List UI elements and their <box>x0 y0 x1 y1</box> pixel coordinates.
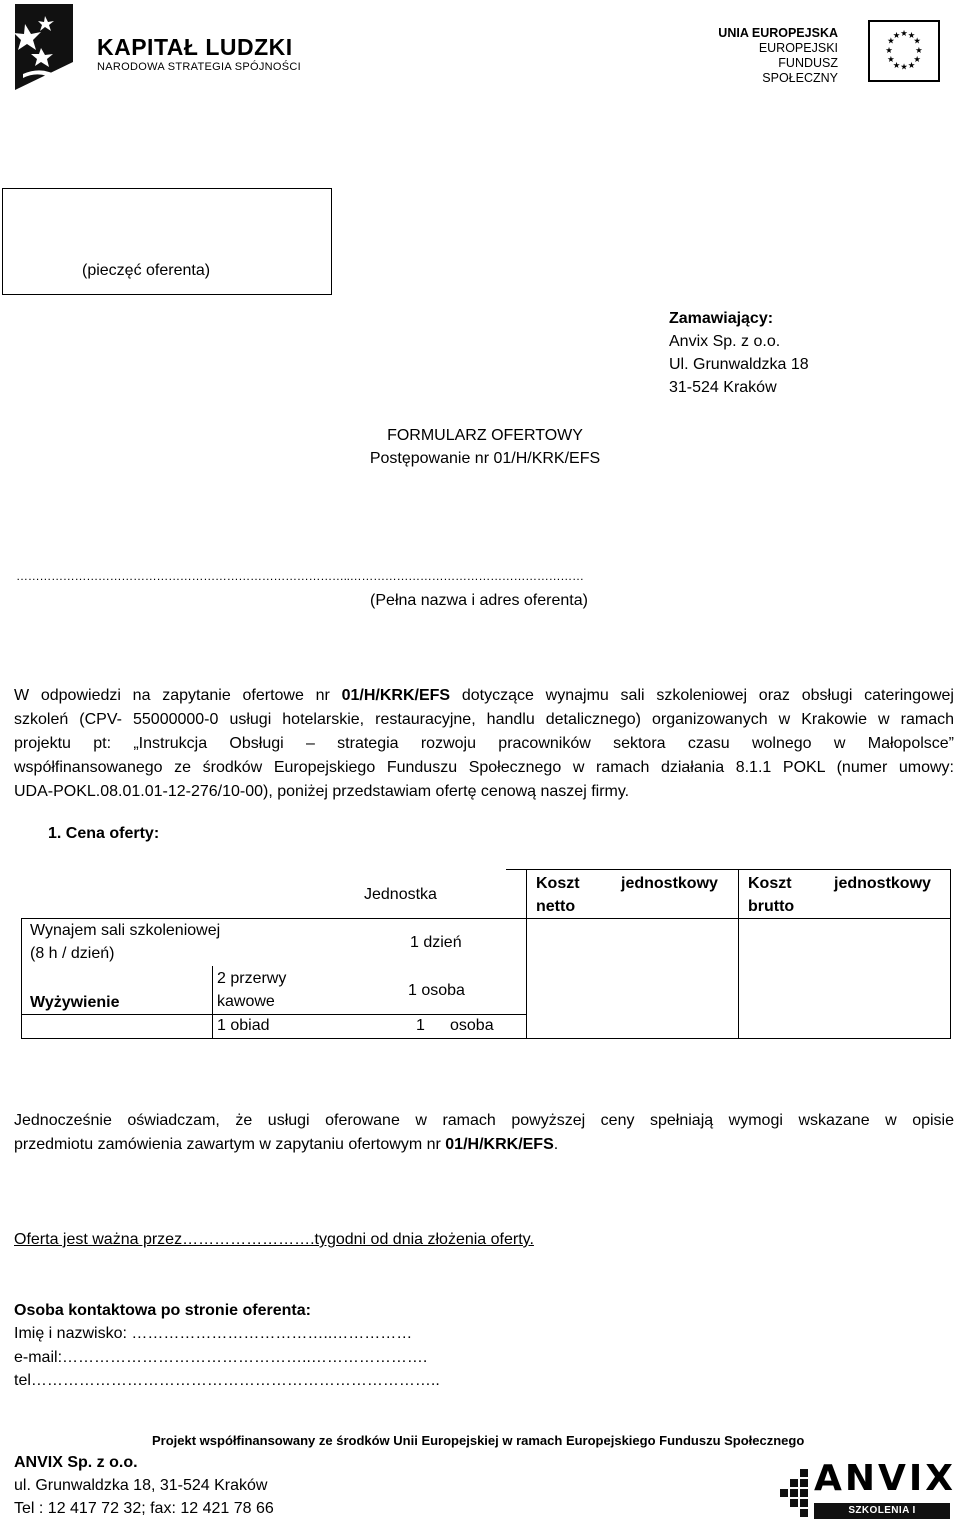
eu-logo-line1: UNIA EUROPEJSKA <box>718 26 838 40</box>
declaration-line-1: Jednocześnie oświadczam, że usługi oferowane w ramach powyższej ceny spełniają wymogi wskazane w opisie <box>14 1112 954 1129</box>
intro-line-3: projektu pt: „Instrukcja Obsługi – strategia rozwoju pracowników sektora czasu wolnego w Małopolsce” <box>14 735 954 752</box>
footer-company: ANVIX Sp. z o.o. <box>14 1454 138 1471</box>
stamp-label: (pieczęć oferenta) <box>82 262 211 279</box>
buyer-name: Anvix Sp. z o.o. <box>669 333 781 350</box>
col-header-net-2: jednostkowy <box>621 875 718 892</box>
intro-line-1-a: W odpowiedzi na zapytanie ofertowe nr <box>14 687 342 704</box>
declaration-line-2-c: . <box>553 1136 559 1153</box>
col-header-gross-3: brutto <box>748 898 795 915</box>
row3-unit-b: osoba <box>450 1017 494 1034</box>
form-title: FORMULARZ OFERTOWY <box>387 427 583 444</box>
row2-net-cell[interactable] <box>527 966 737 1037</box>
eu-flag-icon <box>868 20 940 82</box>
svg-text:★: ★ <box>913 54 921 65</box>
offer-validity-field[interactable]: Oferta jest ważna przez…………………….tygodni od dnia złożenia oferty. <box>14 1231 534 1248</box>
contact-name-field[interactable]: Imię i nazwisko: ………………………………..…………… <box>14 1325 413 1342</box>
anvix-logo <box>780 1455 957 1532</box>
intro-line-1-c: dotyczące wynajmu sali szkoleniowej oraz obsługi cateringowej <box>450 687 954 704</box>
svg-text:★: ★ <box>900 61 908 72</box>
anvix-wordmark: ANVIX <box>814 1458 957 1499</box>
footer-phones: Tel : 12 417 72 32; fax: 12 421 78 66 <box>14 1500 274 1517</box>
intro-line-2: szkoleń (CPV- 55000000-0 usługi hotelarskie, restauracyjne, handlu detalicznego) organizowanych w Krakowie w ramach <box>14 711 954 728</box>
svg-text:★: ★ <box>907 59 916 70</box>
svg-text:★: ★ <box>907 29 916 40</box>
row1-unit: 1 dzień <box>410 934 462 951</box>
price-table <box>21 869 951 1038</box>
declaration-paragraph <box>14 1109 954 1157</box>
row3-item: 1 obiad <box>217 1017 270 1034</box>
kapital-ludzki-subtitle: NARODOWA STRATEGIA SPÓJNOŚCI <box>97 61 301 73</box>
intro-line-1 <box>14 684 954 708</box>
col-header-net-1: Koszt <box>536 875 580 892</box>
svg-text:★: ★ <box>892 59 901 70</box>
row1-label-1: Wynajem sali szkoleniowej <box>30 922 221 939</box>
svg-text:★: ★ <box>915 44 923 55</box>
kapital-ludzki-logo <box>15 4 305 90</box>
intro-line-5: UDA-POKL.08.01.01-12-276/10-00), poniżej przedstawiam ofertę cenową naszej firmy. <box>14 783 630 800</box>
row3-unit-a: 1 <box>416 1017 425 1034</box>
intro-paragraph <box>14 684 954 804</box>
footer-address: ul. Grunwaldzka 18, 31-524 Kraków <box>14 1477 268 1494</box>
bidder-name-label: (Pełna nazwa i adres oferenta) <box>370 592 588 609</box>
contact-email-field[interactable]: e-mail:………………………………………..…………………. <box>14 1349 428 1366</box>
anvix-tagline: SZKOLENIA I KONFERENCJE <box>814 1503 950 1519</box>
kapital-ludzki-title: KAPITAŁ LUDZKI <box>97 34 293 60</box>
bidder-name-field[interactable]: …………………………………………………………………………..…………………………………………………… <box>16 569 584 583</box>
svg-text:★: ★ <box>900 28 908 39</box>
svg-text:★: ★ <box>887 35 895 46</box>
row2-gross-cell[interactable] <box>739 966 949 1037</box>
row2-item-2: kawowe <box>217 993 275 1010</box>
row2-item-1: 2 przerwy <box>217 970 287 987</box>
col-header-unit: Jednostka <box>364 886 437 903</box>
form-subtitle: Postępowanie nr 01/H/KRK/EFS <box>369 450 601 467</box>
footer-project-note: Projekt współfinansowany ze środków Unii Europejskiej w ramach Europejskiego Funduszu Społecznego <box>152 1433 805 1448</box>
eu-logo-line2: EUROPEJSKI <box>758 41 838 55</box>
buyer-city: 31-524 Kraków <box>669 379 777 396</box>
svg-text:★: ★ <box>885 44 893 55</box>
buyer-street: Ul. Grunwaldzka 18 <box>669 356 809 373</box>
eu-logo <box>712 20 940 85</box>
anvix-dots-icon <box>780 1469 810 1525</box>
intro-line-4: współfinansowanego ze środków Europejskiego Funduszu Społecznego w ramach działania 8.1.1 POKL (numer umowy: <box>14 759 954 776</box>
row1-net-cell[interactable] <box>527 919 737 965</box>
intro-ref-number: 01/H/KRK/EFS <box>341 687 451 704</box>
row1-gross-cell[interactable] <box>739 919 949 965</box>
declaration-ref-number: 01/H/KRK/EFS <box>445 1136 554 1153</box>
kapital-ludzki-emblem-icon <box>15 4 87 90</box>
buyer-heading: Zamawiający: <box>669 310 774 327</box>
row2-group-label: Wyżywienie <box>30 994 120 1011</box>
svg-text:★: ★ <box>887 54 895 65</box>
declaration-line-2 <box>14 1133 954 1157</box>
svg-text:★: ★ <box>892 29 901 40</box>
contact-heading: Osoba kontaktowa po stronie oferenta: <box>14 1302 311 1319</box>
col-header-gross-2: jednostkowy <box>834 875 931 892</box>
col-header-gross-1: Koszt <box>748 875 792 892</box>
eu-logo-line3: FUNDUSZ SPOŁECZNY <box>762 56 838 85</box>
row2-unit: 1 osoba <box>408 982 465 999</box>
contact-phone-field[interactable]: tel………………………………………………………………….. <box>14 1372 440 1389</box>
price-heading: 1. Cena oferty: <box>48 825 160 842</box>
declaration-line-2-a: przedmiotu zamówienia zawartym w zapytaniu ofertowym nr <box>14 1136 446 1153</box>
col-header-net-3: netto <box>536 898 576 915</box>
row1-label-2: (8 h / dzień) <box>30 945 115 962</box>
svg-text:★: ★ <box>913 35 921 46</box>
